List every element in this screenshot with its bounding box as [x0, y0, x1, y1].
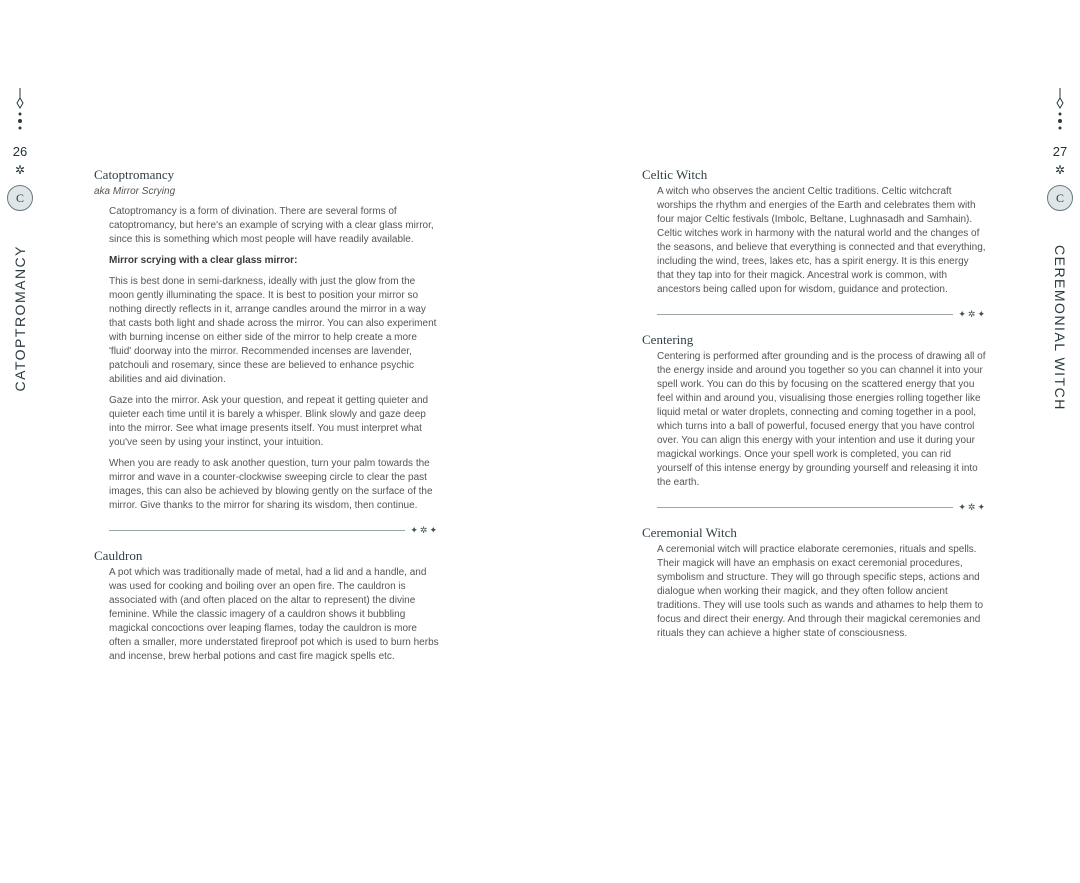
running-head: CATOPTROMANCY	[12, 245, 28, 392]
section-divider	[657, 307, 987, 321]
paragraph: A pot which was traditionally made of metal, had a lid and a handle, and was used for cooking and boiling over an open fire. The cauldron is associated with (and often placed on the altar to represent) the divine feminine. While the classic imagery of a cauldron shows it bubbling magickal concoctions over leaping flames, today the cauldron is more often a smaller, more understated fireproof pot which is used to burn herbs and incense, brew herbal potions and cast fire magick spells etc.	[109, 567, 439, 662]
star-icon: ✲	[14, 163, 26, 177]
divider-line	[657, 507, 953, 508]
entry-body	[94, 205, 439, 513]
entry-body	[642, 543, 987, 641]
entry-title: Centering	[642, 332, 694, 347]
paragraph: When you are ready to ask another question, turn your palm towards the mirror and wave in a counter-clockwise sweeping circle to clear the past images, this can also be achieved by blowing gently on the surface of the mirror. Give thanks to the mirror for sharing its wisdom, then continue.	[109, 458, 433, 511]
page-number: 27	[1052, 144, 1068, 159]
paragraph: A ceremonial witch will practice elaborate ceremonies, rituals and spells. Their magick will have an emphasis on exact ceremonial procedures, symbolism and structure. They will go through specific steps, actions and dialogue when working their magick, and they often follow ancient traditions. They will use tools such as wands and athames to help them to focus and direct their energy. And through their magickal ceremonies and rituals they can achieve a higher state of consciousness.	[657, 544, 984, 639]
right-margin-decoration	[1040, 88, 1080, 211]
ornament-icon	[1054, 88, 1066, 138]
right-page	[540, 0, 1080, 883]
entry-ceremonial-witch	[642, 526, 987, 641]
entry-catoptromancy	[94, 168, 439, 513]
paragraph: A witch who observes the ancient Celtic traditions. Celtic witchcraft worships the rhythm and energies of the Earth and celebrates them with four major Celtic festivals (Imbolc, Beltane, Lughnasadh and Samhain). Celtic witches work in harmony with the natural world and the changes of the seasons, and believe that everything is connected and that everything, including the wind, trees, lakes etc, has a spirit energy. It is this energy that they tap into for their magick. Ancestral work is common, with ancestors being called upon for wisdom, guidance and protection.	[657, 186, 986, 295]
star-icon: ✲	[1054, 163, 1066, 177]
subheading: Mirror scrying with a clear glass mirror:	[109, 255, 298, 266]
entry-title: Cauldron	[94, 548, 143, 563]
section-letter-badge: C	[1047, 185, 1073, 211]
page-number: 26	[12, 144, 28, 159]
running-head: CEREMONIAL WITCH	[1052, 245, 1068, 411]
divider-ornament-icon: ✦✲✦	[410, 525, 439, 535]
entry-body	[94, 566, 439, 664]
left-page-content	[94, 168, 439, 671]
divider-ornament-icon: ✦✲✦	[958, 309, 987, 319]
entry-title: Celtic Witch	[642, 167, 708, 182]
left-margin-decoration	[0, 88, 40, 211]
paragraph: Catoptromancy is a form of divination. There are several forms of catoptromancy, but here's an example of scrying with a clear glass mirror, since this is something which most people will have readily available.	[109, 206, 434, 245]
entry-title: Catoptromancy	[94, 167, 175, 182]
entry-celtic-witch	[642, 168, 987, 297]
section-divider	[657, 500, 987, 514]
entry-aka: aka Mirror Scrying	[94, 186, 176, 197]
divider-line	[109, 530, 405, 531]
divider-ornament-icon: ✦✲✦	[958, 502, 987, 512]
entry-body	[642, 185, 987, 297]
section-divider	[109, 523, 439, 537]
entry-cauldron	[94, 549, 439, 664]
section-letter-badge: C	[7, 185, 33, 211]
ornament-icon	[14, 88, 26, 138]
entry-centering	[642, 333, 987, 490]
paragraph: This is best done in semi-darkness, ideally with just the glow from the moon gently illuminating the space. It is best to position your mirror so nothing directly reflects in it, arrange candles around the mirror in a way that casts both light and shade across the mirror. You can also experiment with burning incense on either side of the mirror to help create a more 'fluid' doorway into the mirror. Recommended incenses are lavender, patchouli and rosemary, since these are believed to enhance psychic abilities and aid divination.	[109, 276, 437, 385]
divider-line	[657, 314, 953, 315]
paragraph: Centering is performed after grounding and is the process of drawing all of the energy inside and around you together so you can channel it into your spell work. You can do this by focusing on the scattered energy that you feel within and around you, visualising those energies rolling together like liquid metal or water droplets, connecting and coming together in a pool, which turns into a ball of powerful, focused energy that you have control over. You can align this energy with your intention and use it during your magickal workings. Once your spell work is completed, you can rid yourself of this intense energy by grounding yourself and releasing it into the earth.	[657, 351, 986, 488]
entry-body	[642, 350, 987, 490]
paragraph: Gaze into the mirror. Ask your question, and repeat it getting quieter and quieter each time until it is barely a whisper. Blink slowly and gaze deep into the mirror. See what image presents itself. You must interpret what you've seen by using your instinct, your intuition.	[109, 395, 429, 448]
right-page-content	[642, 168, 987, 648]
entry-title: Ceremonial Witch	[642, 525, 737, 540]
